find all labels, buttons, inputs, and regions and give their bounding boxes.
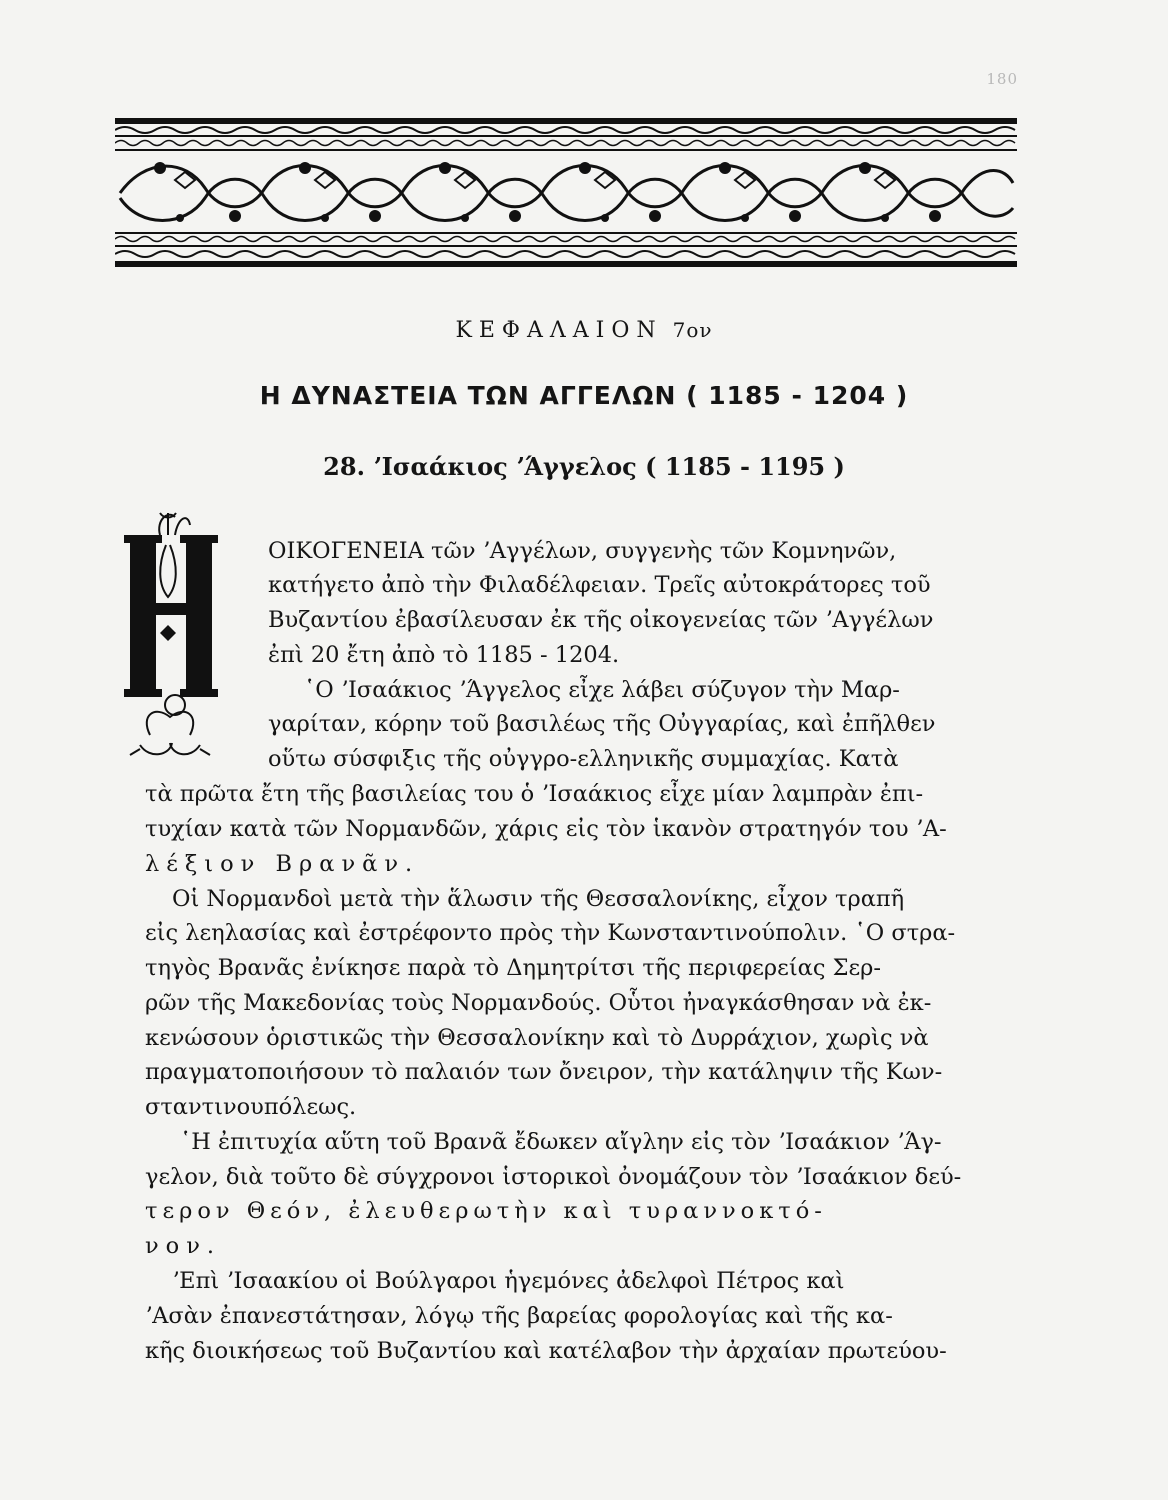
text-line: οὕτω σύσφιξις τῆς οὐγγρο-ελληνικῆς συμμαχίας. Κατὰ — [268, 746, 899, 772]
chapter-label: ΚΕΦΑΛΑΙΟΝ — [455, 318, 663, 343]
text-line: γαρίταν, κόρην τοῦ βασιλέως τῆς Οὐγγαρίας, καὶ ἐπῆλθεν — [268, 711, 936, 737]
text-line: ρῶν τῆς Μακεδονίας τοὺς Νορμανδούς. Οὗτοι ἠναγκάσθησαν νὰ ἐκ- — [145, 990, 932, 1016]
chapter-ornament — [115, 118, 1017, 268]
text-line: Βυζαντίου ἐβασίλευσαν ἐκ τῆς οἰκογενείας τῶν ʼΑγγέλων — [268, 607, 934, 633]
text-line: ΟΙΚΟΓΕΝΕΙΑ τῶν ʼΑγγέλων, συγγενὴς τῶν Κομνηνῶν, — [268, 538, 897, 564]
text-line: γελον, διὰ τοῦτο δὲ σύγχρονοι ἱστορικοὶ ὀνομάζουν τὸν ʼΙσαάκιον δεύ- — [145, 1164, 962, 1190]
text-line: τυχίαν κατὰ τῶν Νορμανδῶν, χάρις εἰς τὸν ἱκανὸν στρατηγόν του ʼΑ- — [145, 816, 947, 842]
chapter-number: 7ον — [672, 318, 713, 342]
text-line: ἐπὶ 20 ἔτη ἀπὸ τὸ 1185 - 1204. — [268, 642, 620, 668]
text-line: πραγματοποιήσουν τὸ παλαιόν των ὄνειρον, τὴν κατάληψιν τῆς Κων- — [145, 1059, 943, 1085]
text-line: ʼΑσὰν ἐπανεστάτησαν, λόγῳ τῆς βαρείας φορολογίας καὶ τῆς κα- — [145, 1303, 893, 1329]
text-line: τὰ πρῶτα ἔτη τῆς βασιλείας του ὁ ʼΙσαάκιος εἶχε μίαν λαμπρὰν ἐπι- — [145, 781, 924, 807]
text-line: νον. — [145, 1233, 222, 1259]
text-line: τερον Θεόν, ἐλευθερωτὴν καὶ τυραννοκτό- — [145, 1198, 827, 1224]
text-line: ʼΕπὶ ʼΙσαακίου οἱ Βούλγαροι ἡγεμόνες ἀδελφοὶ Πέτρος καὶ — [172, 1268, 845, 1294]
page-number: 180 — [986, 70, 1018, 88]
section-subtitle: 28. ʼΙσαάκιος ʼΆγγελος ( 1185 - 1195 ) — [323, 452, 845, 481]
text-line: ῾Ο ʼΙσαάκιος ʼΆγγελος εἶχε λάβει σύζυγον τὴν Μαρ- — [304, 677, 900, 703]
text-line: κῆς διοικήσεως τοῦ Βυζαντίου καὶ κατέλαβον τὴν ἀρχαίαν πρωτεύου- — [145, 1338, 947, 1364]
text-line: σταντινουπόλεως. — [145, 1094, 357, 1120]
text-line: τηγὸς Βρανᾶς ἐνίκησε παρὰ τὸ Δημητρίτσι τῆς περιφερείας Σερ- — [145, 955, 881, 981]
text-line: λέξιον Βρανᾶν. — [145, 851, 420, 877]
text-line: κενώσουν ὁριστικῶς τὴν Θεσσαλονίκην καὶ τὸ Δυρράχιον, χωρὶς νὰ — [145, 1025, 929, 1051]
chapter-heading — [0, 318, 1168, 343]
drop-cap — [120, 505, 240, 770]
chapter-title: Η ΔΥΝΑΣΤΕΙΑ ΤΩΝ ΑΓΓΕΛΩΝ ( 1185 - 1204 ) — [259, 381, 909, 410]
text-line: Οἱ Νορμανδοὶ μετὰ τὴν ἅλωσιν τῆς Θεσσαλονίκης, εἶχον τραπῆ — [172, 886, 905, 912]
text-line: ῾Η ἐπιτυχία αὕτη τοῦ Βρανᾶ ἔδωκεν αἴγλην εἰς τὸν ʼΙσαάκιον ʼΆγ- — [180, 1129, 942, 1155]
text-line: κατήγετο ἀπὸ τὴν Φιλαδέλφειαν. Τρεῖς αὐτοκράτορες τοῦ — [268, 572, 931, 598]
text-line: εἰς λεηλασίας καὶ ἐστρέφοντο πρὸς τὴν Κωνσταντινούπολιν. ῾Ο στρα- — [145, 920, 956, 946]
